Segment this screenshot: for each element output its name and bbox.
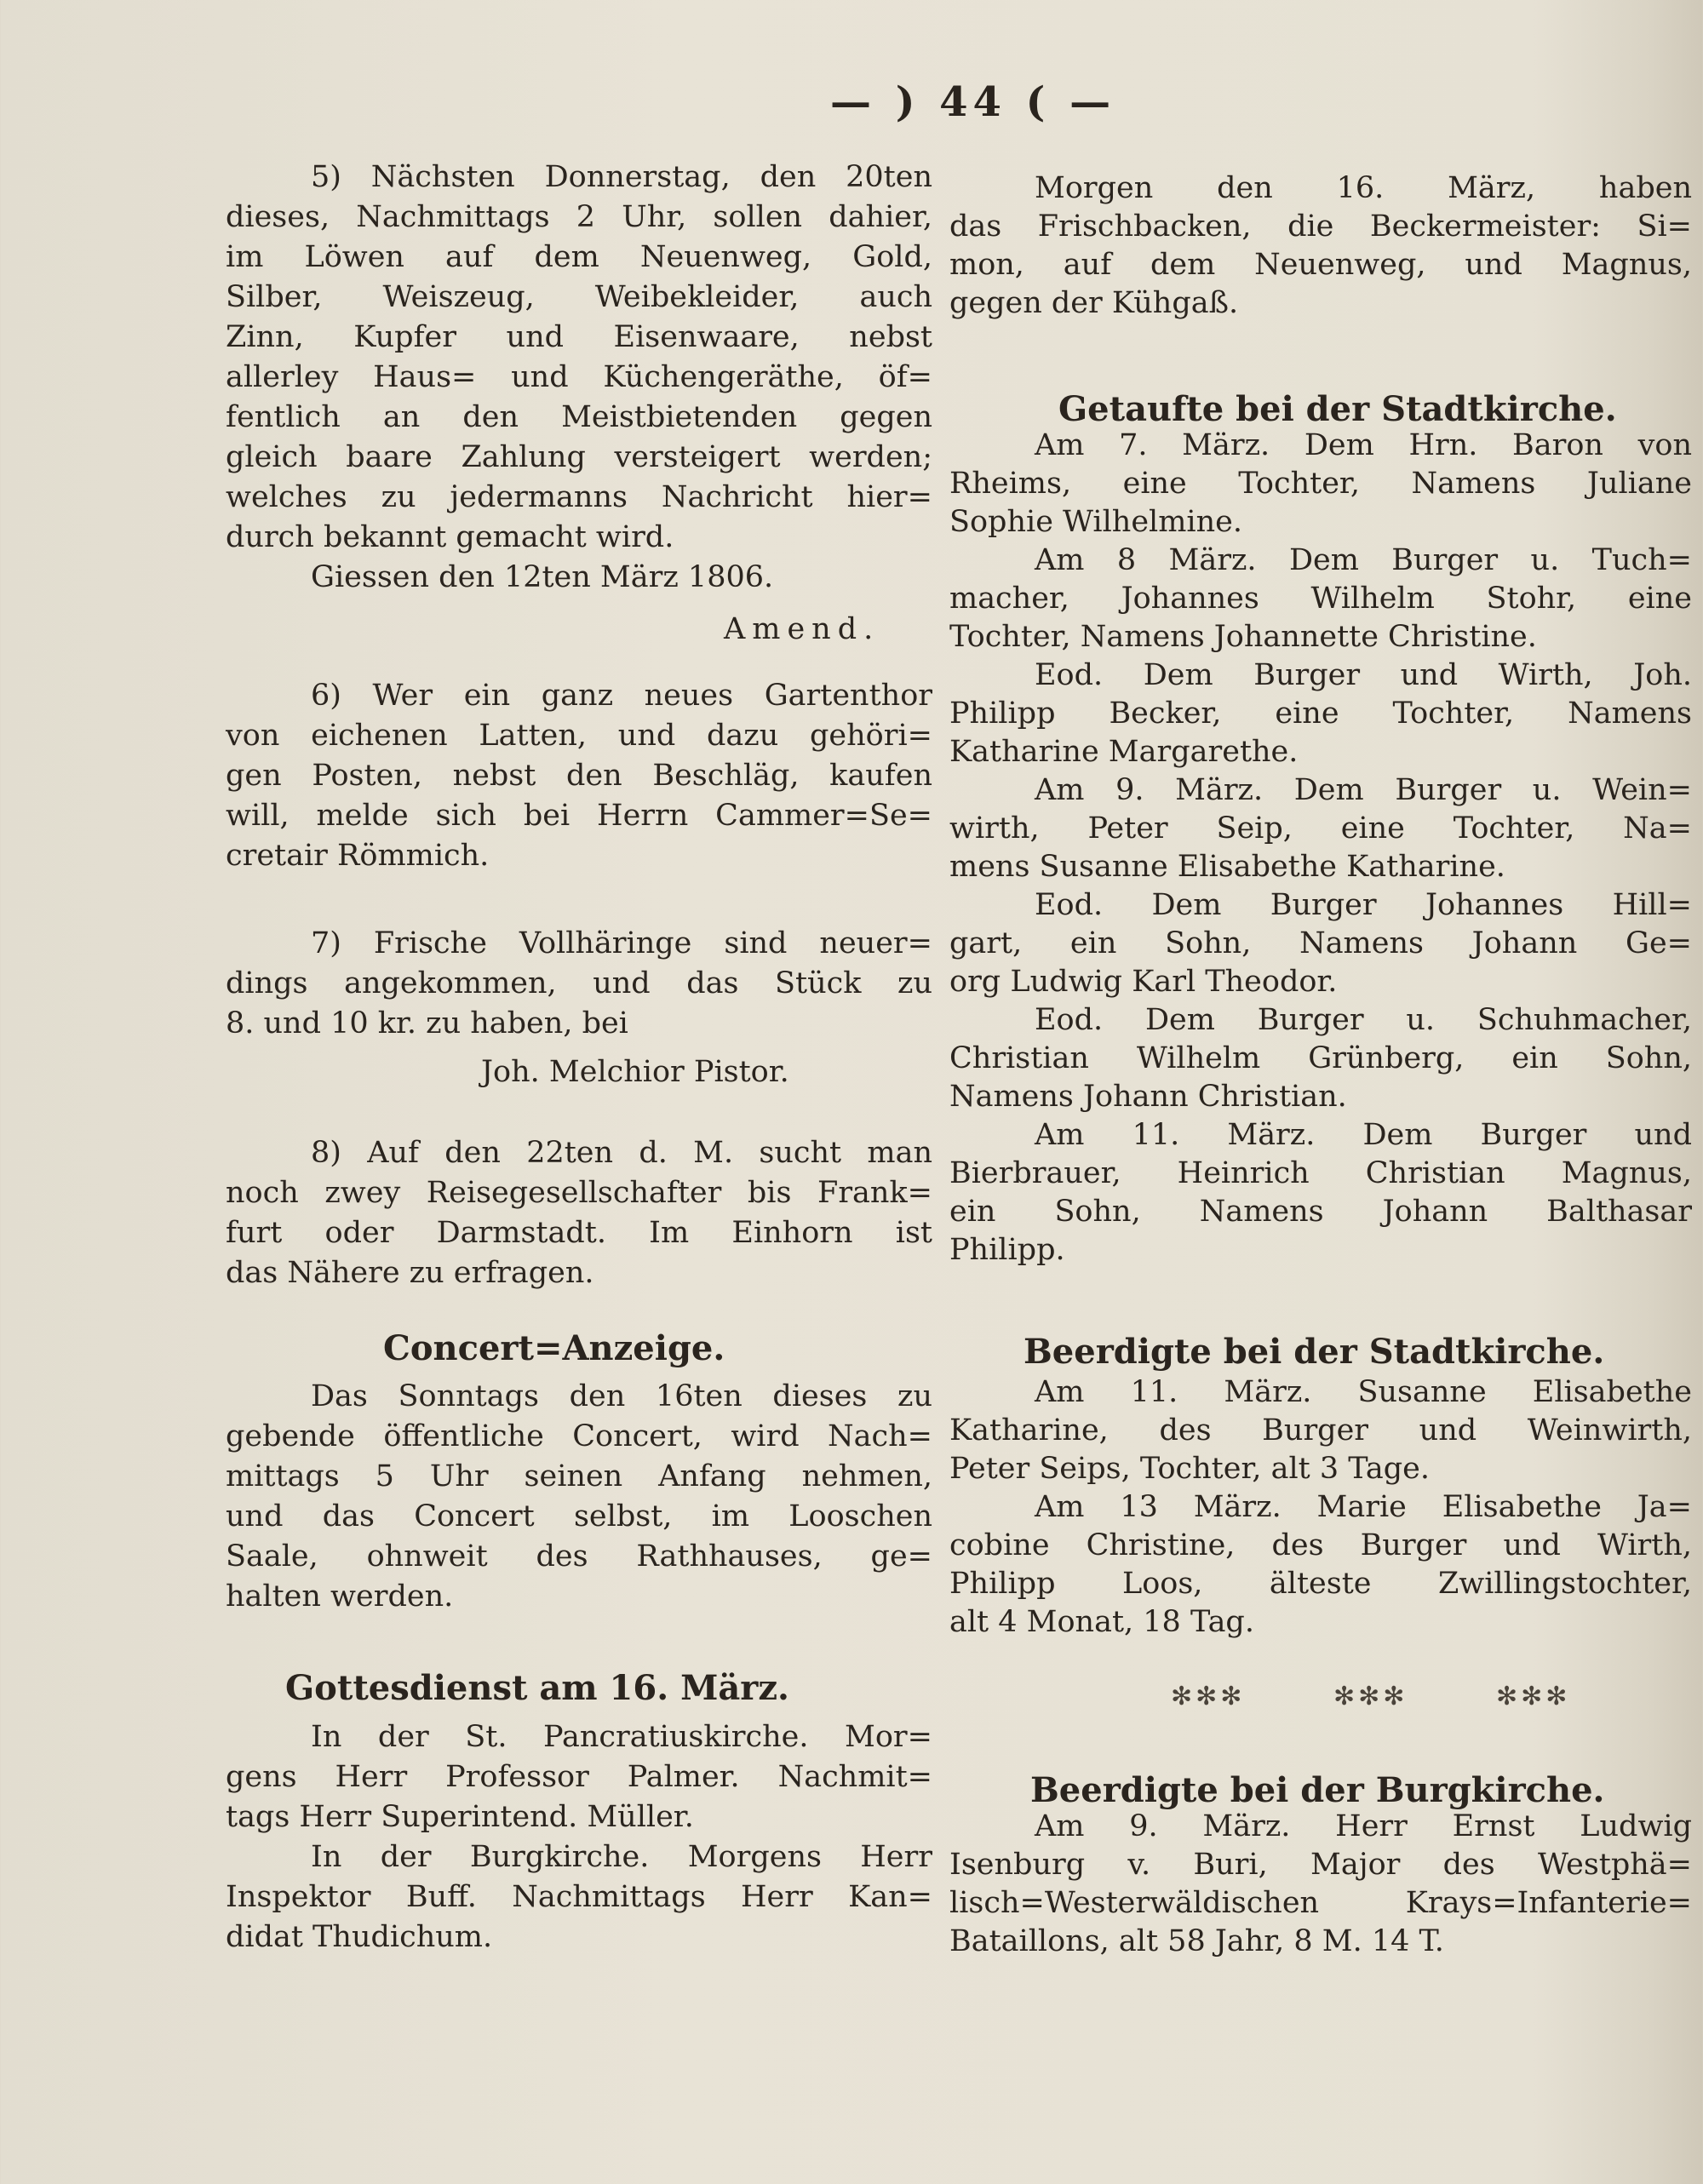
text-line: Am 11. März. Susanne Elisabethe	[1035, 1375, 1692, 1409]
text-line: cobine Christine, des Burger und Wirth,	[949, 1528, 1692, 1562]
text-line: 8. und 10 kr. zu haben, bei	[226, 1006, 628, 1040]
text-line: Bataillons, alt 58 Jahr, 8 M. 14 T.	[949, 1924, 1444, 1958]
paragraph	[949, 427, 1692, 542]
buried-castle-heading: Beerdigte bei der Burgkirche.	[1030, 1770, 1605, 1810]
notice-herring-signature: Joh. Melchior Pistor.	[481, 1055, 789, 1089]
paragraph	[949, 169, 1692, 323]
text-line: halten werden.	[226, 1579, 454, 1614]
text-line: Namens Johann Christian.	[949, 1080, 1347, 1114]
text-line: mens Susanne Elisabethe Katharine.	[949, 850, 1505, 884]
text-line: mittags 5 Uhr seinen Anfang nehmen,	[226, 1459, 932, 1493]
ornament-star-icon: ✻✻✻	[1495, 1682, 1571, 1711]
text-line: von eichenen Latten, und dazu gehöri=	[226, 719, 932, 753]
text-line: Christian Wilhelm Grünberg, ein Sohn,	[949, 1041, 1692, 1075]
paragraph	[226, 924, 932, 1044]
text-line: Rheims, eine Tochter, Namens Juliane	[949, 467, 1692, 501]
text-line: allerley Haus= und Küchengeräthe, öf=	[226, 360, 932, 394]
buried-city-list	[949, 1373, 1692, 1642]
text-line: gebende öffentliche Concert, wird Nach=	[226, 1419, 932, 1453]
text-line: 5) Nächsten Donnerstag, den 20ten	[311, 160, 932, 194]
paragraph	[226, 1133, 932, 1293]
text-line: Eod. Dem Burger u. Schuhmacher,	[1035, 1003, 1692, 1037]
paragraph	[949, 771, 1692, 886]
text-line: alt 4 Monat, 18 Tag.	[949, 1605, 1254, 1639]
text-line: gen Posten, nebst den Beschläg, kaufen	[226, 759, 932, 793]
paragraph	[226, 1717, 932, 1837]
text-line: tags Herr Superintend. Müller.	[226, 1800, 694, 1834]
text-line: Morgen den 16. März, haben	[1035, 171, 1692, 205]
paragraph	[949, 1808, 1692, 1961]
text-line: gegen der Kühgaß.	[949, 286, 1239, 320]
text-line: Am 8 März. Dem Burger u. Tuch=	[1035, 543, 1692, 577]
buried-castle-list	[949, 1808, 1692, 1961]
text-line: Sophie Wilhelmine.	[949, 505, 1242, 539]
text-line: das Nähere zu erfragen.	[226, 1256, 594, 1290]
text-line: Tochter, Namens Johannette Christine.	[949, 620, 1537, 654]
text-line: Das Sonntags den 16ten dieses zu	[311, 1379, 932, 1413]
text-line: Eod. Dem Burger Johannes Hill=	[1035, 888, 1692, 922]
bakers-notice	[949, 169, 1692, 323]
text-line: Am 9. März. Herr Ernst Ludwig	[1035, 1809, 1692, 1843]
concert-announcement	[226, 1377, 932, 1617]
text-line: Saale, ohnweit des Rathhauses, ge=	[226, 1539, 932, 1574]
notice-auction-signature: Amend.	[724, 612, 880, 646]
text-line: didat Thudichum.	[226, 1920, 493, 1954]
text-line: Isenburg v. Buri, Major des Westphä=	[949, 1848, 1692, 1882]
text-line: dings angekommen, und das Stück zu	[226, 966, 932, 1000]
text-line: Bierbrauer, Heinrich Christian Magnus,	[949, 1156, 1692, 1190]
text-line: Katharine Margarethe.	[949, 735, 1299, 769]
ornament-star-icon: ✻✻✻	[1171, 1682, 1246, 1711]
text-line: Silber, Weiszeug, Weibekleider, auch	[226, 280, 932, 314]
paragraph	[226, 158, 932, 558]
text-line: welches zu jedermanns Nachricht hier=	[226, 480, 932, 514]
service-heading: Gottesdienst am 16. März.	[285, 1668, 789, 1708]
text-line: dieses, Nachmittags 2 Uhr, sollen dahier,	[226, 200, 932, 234]
text-line: und das Concert selbst, im Looschen	[226, 1499, 932, 1533]
ornament-divider	[1132, 1682, 1608, 1711]
text-line: 7) Frische Vollhäringe sind neuer=	[311, 926, 932, 960]
paragraph	[949, 1373, 1692, 1488]
text-line: noch zwey Reisegesellschafter bis Frank=	[226, 1176, 932, 1210]
text-line: Katharine, des Burger und Weinwirth,	[949, 1413, 1692, 1447]
text-line: fentlich an den Meistbietenden gegen	[226, 400, 932, 434]
paragraph	[949, 886, 1692, 1001]
page-number-header: — ) 44 ( —	[830, 78, 1116, 126]
text-line: Philipp.	[949, 1233, 1065, 1267]
paragraph	[226, 676, 932, 876]
paragraph	[226, 1377, 932, 1617]
notice-auction	[226, 158, 932, 598]
text-line: Am 9. März. Dem Burger u. Wein=	[1035, 773, 1692, 807]
text-line: mon, auf dem Neuenweg, und Magnus,	[949, 248, 1692, 282]
church-service-list	[226, 1717, 932, 1958]
text-line: im Löwen auf dem Neuenweg, Gold,	[226, 240, 932, 274]
text-line: Peter Seips, Tochter, alt 3 Tage.	[949, 1452, 1430, 1486]
text-line: furt oder Darmstadt. Im Einhorn ist	[226, 1216, 932, 1250]
paragraph	[949, 656, 1692, 771]
text-line: lisch=Westerwäldischen Krays=Infanterie=	[949, 1886, 1692, 1920]
text-line: ein Sohn, Namens Johann Balthasar	[949, 1195, 1692, 1229]
text-line: 8) Auf den 22ten d. M. sucht man	[311, 1136, 932, 1170]
notice-travel-companions	[226, 1133, 932, 1293]
text-line: Inspektor Buff. Nachmittags Herr Kan=	[226, 1880, 932, 1914]
text-line: org Ludwig Karl Theodor.	[949, 965, 1338, 999]
text-line: Am 13 März. Marie Elisabethe Ja=	[1035, 1490, 1692, 1524]
text-line: Eod. Dem Burger und Wirth, Joh.	[1035, 658, 1692, 692]
paragraph	[949, 1116, 1692, 1270]
baptized-heading: Getaufte bei der Stadtkirche.	[1058, 389, 1617, 429]
text-line: das Frischbacken, die Beckermeister: Si=	[949, 209, 1692, 244]
text-line: durch bekannt gemacht wird.	[226, 520, 674, 554]
text-line: Philipp Loos, älteste Zwillingstochter,	[949, 1567, 1692, 1601]
paragraph	[226, 1837, 932, 1958]
text-line: In der St. Pancratiuskirche. Mor=	[311, 1720, 932, 1754]
notice-herring	[226, 924, 932, 1044]
text-line: wirth, Peter Seip, eine Tochter, Na=	[949, 811, 1692, 846]
paragraph	[949, 1488, 1692, 1642]
text-line: cretair Römmich.	[226, 839, 490, 873]
text-line: Am 7. März. Dem Hrn. Baron von	[1035, 428, 1692, 462]
text-line: Philipp Becker, eine Tochter, Namens	[949, 696, 1692, 731]
text-line: Am 11. März. Dem Burger und	[1035, 1118, 1692, 1152]
buried-city-heading: Beerdigte bei der Stadtkirche.	[1024, 1332, 1605, 1372]
text-line: gart, ein Sohn, Namens Johann Ge=	[949, 926, 1692, 960]
text-line: gleich baare Zahlung versteigert werden;	[226, 440, 932, 474]
text-line: In der Burgkirche. Morgens Herr	[311, 1840, 932, 1874]
text-line: will, melde sich bei Herrn Cammer=Se=	[226, 799, 932, 833]
paragraph	[226, 558, 932, 598]
paragraph	[949, 542, 1692, 656]
ornament-star-icon: ✻✻✻	[1333, 1682, 1408, 1711]
text-line: gens Herr Professor Palmer. Nachmit=	[226, 1760, 932, 1794]
text-line: 6) Wer ein ganz neues Gartenthor	[311, 679, 932, 713]
text-line: Zinn, Kupfer und Eisenwaare, nebst	[226, 320, 932, 354]
paragraph	[949, 1001, 1692, 1116]
notice-garden-gate	[226, 676, 932, 876]
concert-heading: Concert=Anzeige.	[383, 1328, 725, 1368]
baptized-list	[949, 427, 1692, 1270]
text-line: macher, Johannes Wilhelm Stohr, eine	[949, 582, 1692, 616]
text-line: Giessen den 12ten März 1806.	[311, 560, 774, 594]
